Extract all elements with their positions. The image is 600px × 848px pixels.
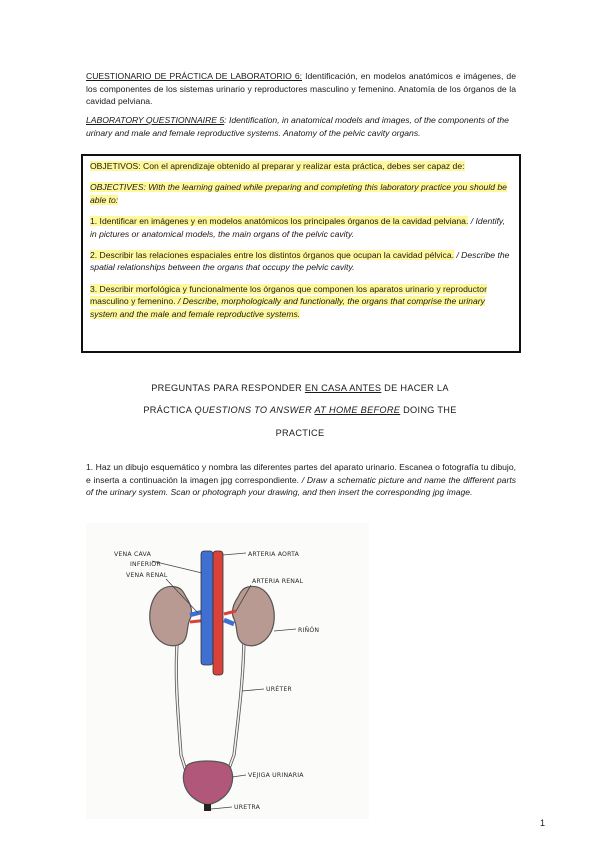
label-arteria-aorta: ARTERIA AORTA: [248, 551, 300, 558]
practice-title: [86, 70, 516, 108]
objectives-box: [81, 154, 521, 353]
label-vejiga: VEJIGA URINARIA: [248, 772, 304, 779]
title-description: Identificación, en modelos anatómicos e imágenes, de los componentes de los sistemas urinario y reproductores masculino y femenino. Anatomía de los órganos de la cavidad pelviana.: [86, 71, 516, 107]
leader-ureter: [242, 689, 264, 691]
lab-title-description: : Identification, in anatomical models and images, of the components of the urinary and male and female reproductive systems. Anatomy of the pelvic cavity organs.: [86, 115, 509, 138]
label-arteria-renal: ARTERIA RENAL: [252, 578, 304, 585]
objectives-intro-en: OBJECTIVES: With the learning gained while preparing and completing this laboratory practice you should be able to:: [90, 182, 507, 205]
objective-1: [90, 215, 512, 240]
leader-rinon: [274, 629, 296, 631]
leader-aorta: [223, 553, 246, 555]
question-1-en: / Draw a schematic picture and name the different parts of the urinary system. Scan or photograph your drawing, and then insert the corresponding jpg image.: [86, 474, 517, 498]
questions-heading-line-2: [0, 405, 600, 415]
label-vena-renal: VENA RENAL: [126, 572, 168, 579]
right-kidney: [232, 586, 274, 645]
questions-heading-italic: QUESTIONS TO ANSWER: [194, 405, 315, 415]
aorta-vessel: [213, 551, 223, 675]
question-1-es: 1. Haz un dibujo esquemático y nombra las diferentes partes del aparato urinario. Escanea o fotografía tu dibujo, e inserta a continuación la imagen jpg correspondiente.: [86, 462, 516, 485]
lab-title-underlined: LABORATORY QUESTIONNAIRE 5: [86, 115, 225, 125]
objectives-intro-es: OBJETIVOS: Con el aprendizaje obtenido al preparar y realizar esta práctica, debes ser capaz de:: [90, 161, 465, 171]
leader-uretra: [211, 807, 232, 809]
questions-heading-text: PRÁCTICA: [143, 405, 195, 415]
objective-3-es: 3. Describir morfológica y funcionalmente los órganos que componen los aparatos urinario y reproductor masculino y femenino.: [90, 283, 487, 307]
label-ureter: URÉTER: [266, 686, 292, 693]
right-ureter: [228, 633, 244, 771]
questions-heading-text: PRACTICE: [275, 428, 325, 438]
objective-2: [90, 249, 512, 274]
right-renal-vein: [224, 620, 234, 624]
questions-heading-text: DOING THE: [400, 405, 457, 415]
questions-heading-line-1: [0, 383, 600, 393]
vena-cava-vessel: [201, 551, 213, 665]
page-number: 1: [540, 818, 546, 828]
label-inferior: INFERIOR: [130, 561, 161, 568]
label-uretra: URETRA: [234, 804, 260, 811]
questions-heading-line-3: [0, 428, 600, 438]
bladder: [183, 761, 232, 805]
questions-heading-text: DE HACER LA: [381, 383, 449, 393]
question-1: [86, 461, 516, 499]
questions-heading-underlined: AT HOME BEFORE: [314, 405, 401, 415]
urethra-shape: [204, 804, 211, 811]
objective-1-es: 1. Identificar en imágenes y en modelos anatómicos los principales órganos de la cavidad pelviana.: [90, 216, 469, 227]
left-kidney: [150, 586, 192, 645]
label-vena-cava: VENA CAVA: [114, 551, 151, 558]
questions-heading-text: PREGUNTAS PARA RESPONDER: [151, 383, 305, 393]
lab-questionnaire-title: [86, 114, 516, 139]
urinary-system-drawing: [86, 523, 369, 819]
objective-3: [90, 283, 512, 320]
objective-2-en: / Describe the spatial relationships between the organs that occupy the pelvic cavity.: [90, 250, 510, 273]
questions-heading-underlined: EN CASA ANTES: [304, 383, 382, 393]
title-underlined: CUESTIONARIO DE PRÁCTICA DE LABORATORIO 6:: [86, 71, 303, 81]
objective-1-en: / Identify, in pictures or anatomical models, the main organs of the pelvic cavity.: [90, 216, 505, 239]
label-rinon: RIÑÓN: [298, 627, 320, 634]
leader-vejiga: [232, 775, 246, 777]
objective-2-es: 2. Describir las relaciones espaciales entre los distintos órganos que ocupan la cavidad pélvica.: [90, 250, 455, 261]
objective-3-en: / Describe, morphologically and functionally, the organs that comprise the urinary system and the male and female reproductive systems.: [90, 296, 485, 319]
